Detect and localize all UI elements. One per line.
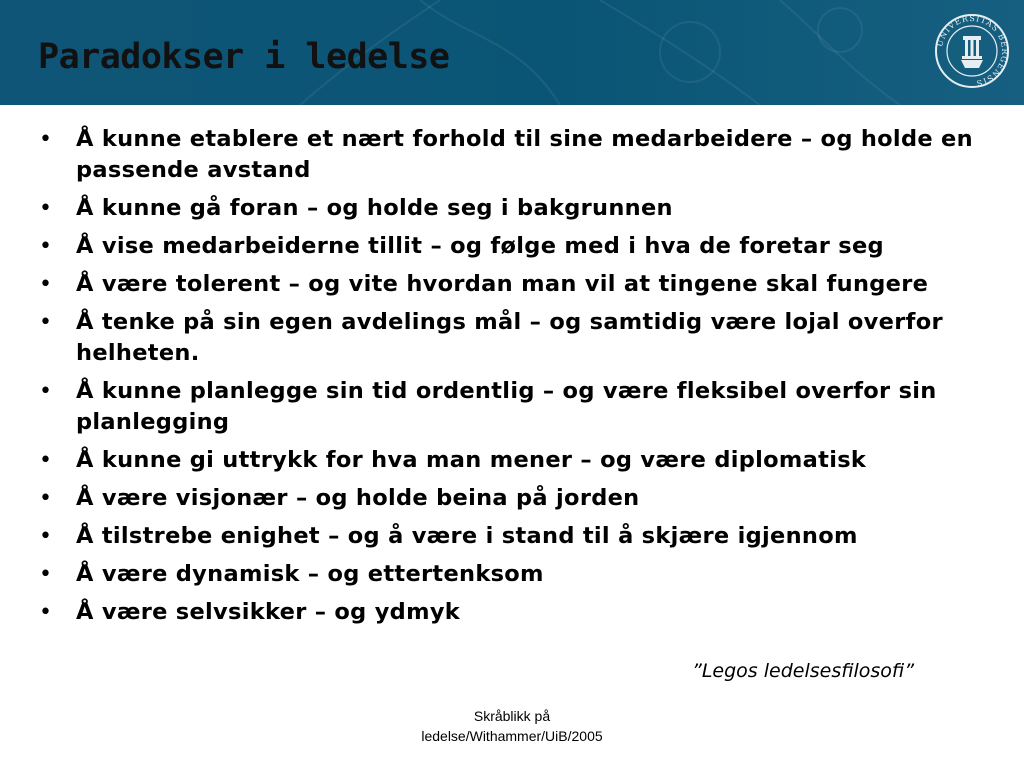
bullet-marker: • [39, 234, 53, 259]
bullet-item [34, 521, 974, 552]
bullet-text: Å tilstrebe enighet – og å være i stand til å skjære igjennom [76, 523, 858, 549]
bullet-text: Å tenke på sin egen avdelings mål – og samtidig være lojal overfor helheten. [76, 309, 943, 366]
bullet-marker: • [39, 127, 53, 152]
bullet-text: Å være tolerent – og vite hvordan man vil at tingene skal fungere [76, 271, 929, 297]
bullet-list [34, 124, 974, 635]
bullet-marker: • [39, 600, 53, 625]
bullet-item [34, 124, 974, 186]
bullet-item [34, 559, 974, 590]
bullet-marker: • [39, 562, 53, 587]
bullet-marker: • [39, 379, 53, 404]
bullet-text: Å kunne etablere et nært forhold til sine medarbeidere – og holde en passende avstand [76, 126, 973, 183]
footer-line-2: ledelse/Withammer/UiB/2005 [421, 728, 603, 744]
bullet-item [34, 376, 974, 438]
bullet-item [34, 231, 974, 262]
bullet-marker: • [39, 486, 53, 511]
quote-caption: ”Legos ledelsesfilosofi” [692, 660, 915, 682]
bullet-text: Å kunne gi uttrykk for hva man mener – og være diplomatisk [76, 447, 867, 473]
bullet-item [34, 193, 974, 224]
seal-lettering: UNIVERSITAS BERGENSIS [935, 13, 1010, 88]
slide-footer [372, 706, 652, 746]
bullet-item [34, 483, 974, 514]
bullet-item [34, 269, 974, 300]
bullet-text: Å kunne planlegge sin tid ordentlig – og være fleksibel overfor sin planlegging [76, 378, 937, 435]
bullet-item [34, 307, 974, 369]
bullet-text: Å være dynamisk – og ettertenksom [76, 561, 544, 587]
slide-header [0, 0, 1024, 105]
bullet-item [34, 445, 974, 476]
slide-title: Paradokser i ledelse [38, 37, 450, 77]
university-seal-icon [933, 12, 1011, 90]
bullet-marker: • [39, 272, 53, 297]
bullet-text: Å være selvsikker – og ydmyk [76, 599, 461, 625]
footer-line-1: Skråblikk på [473, 708, 551, 724]
bullet-text: Å vise medarbeiderne tillit – og følge med i hva de foretar seg [76, 233, 884, 259]
bullet-text: Å kunne gå foran – og holde seg i bakgrunnen [76, 195, 673, 221]
bullet-marker: • [39, 310, 53, 335]
bullet-text: Å være visjonær – og holde beina på jorden [76, 485, 640, 511]
bullet-marker: • [39, 524, 53, 549]
bullet-marker: • [39, 448, 53, 473]
bullet-item [34, 597, 974, 628]
bullet-marker: • [39, 196, 53, 221]
